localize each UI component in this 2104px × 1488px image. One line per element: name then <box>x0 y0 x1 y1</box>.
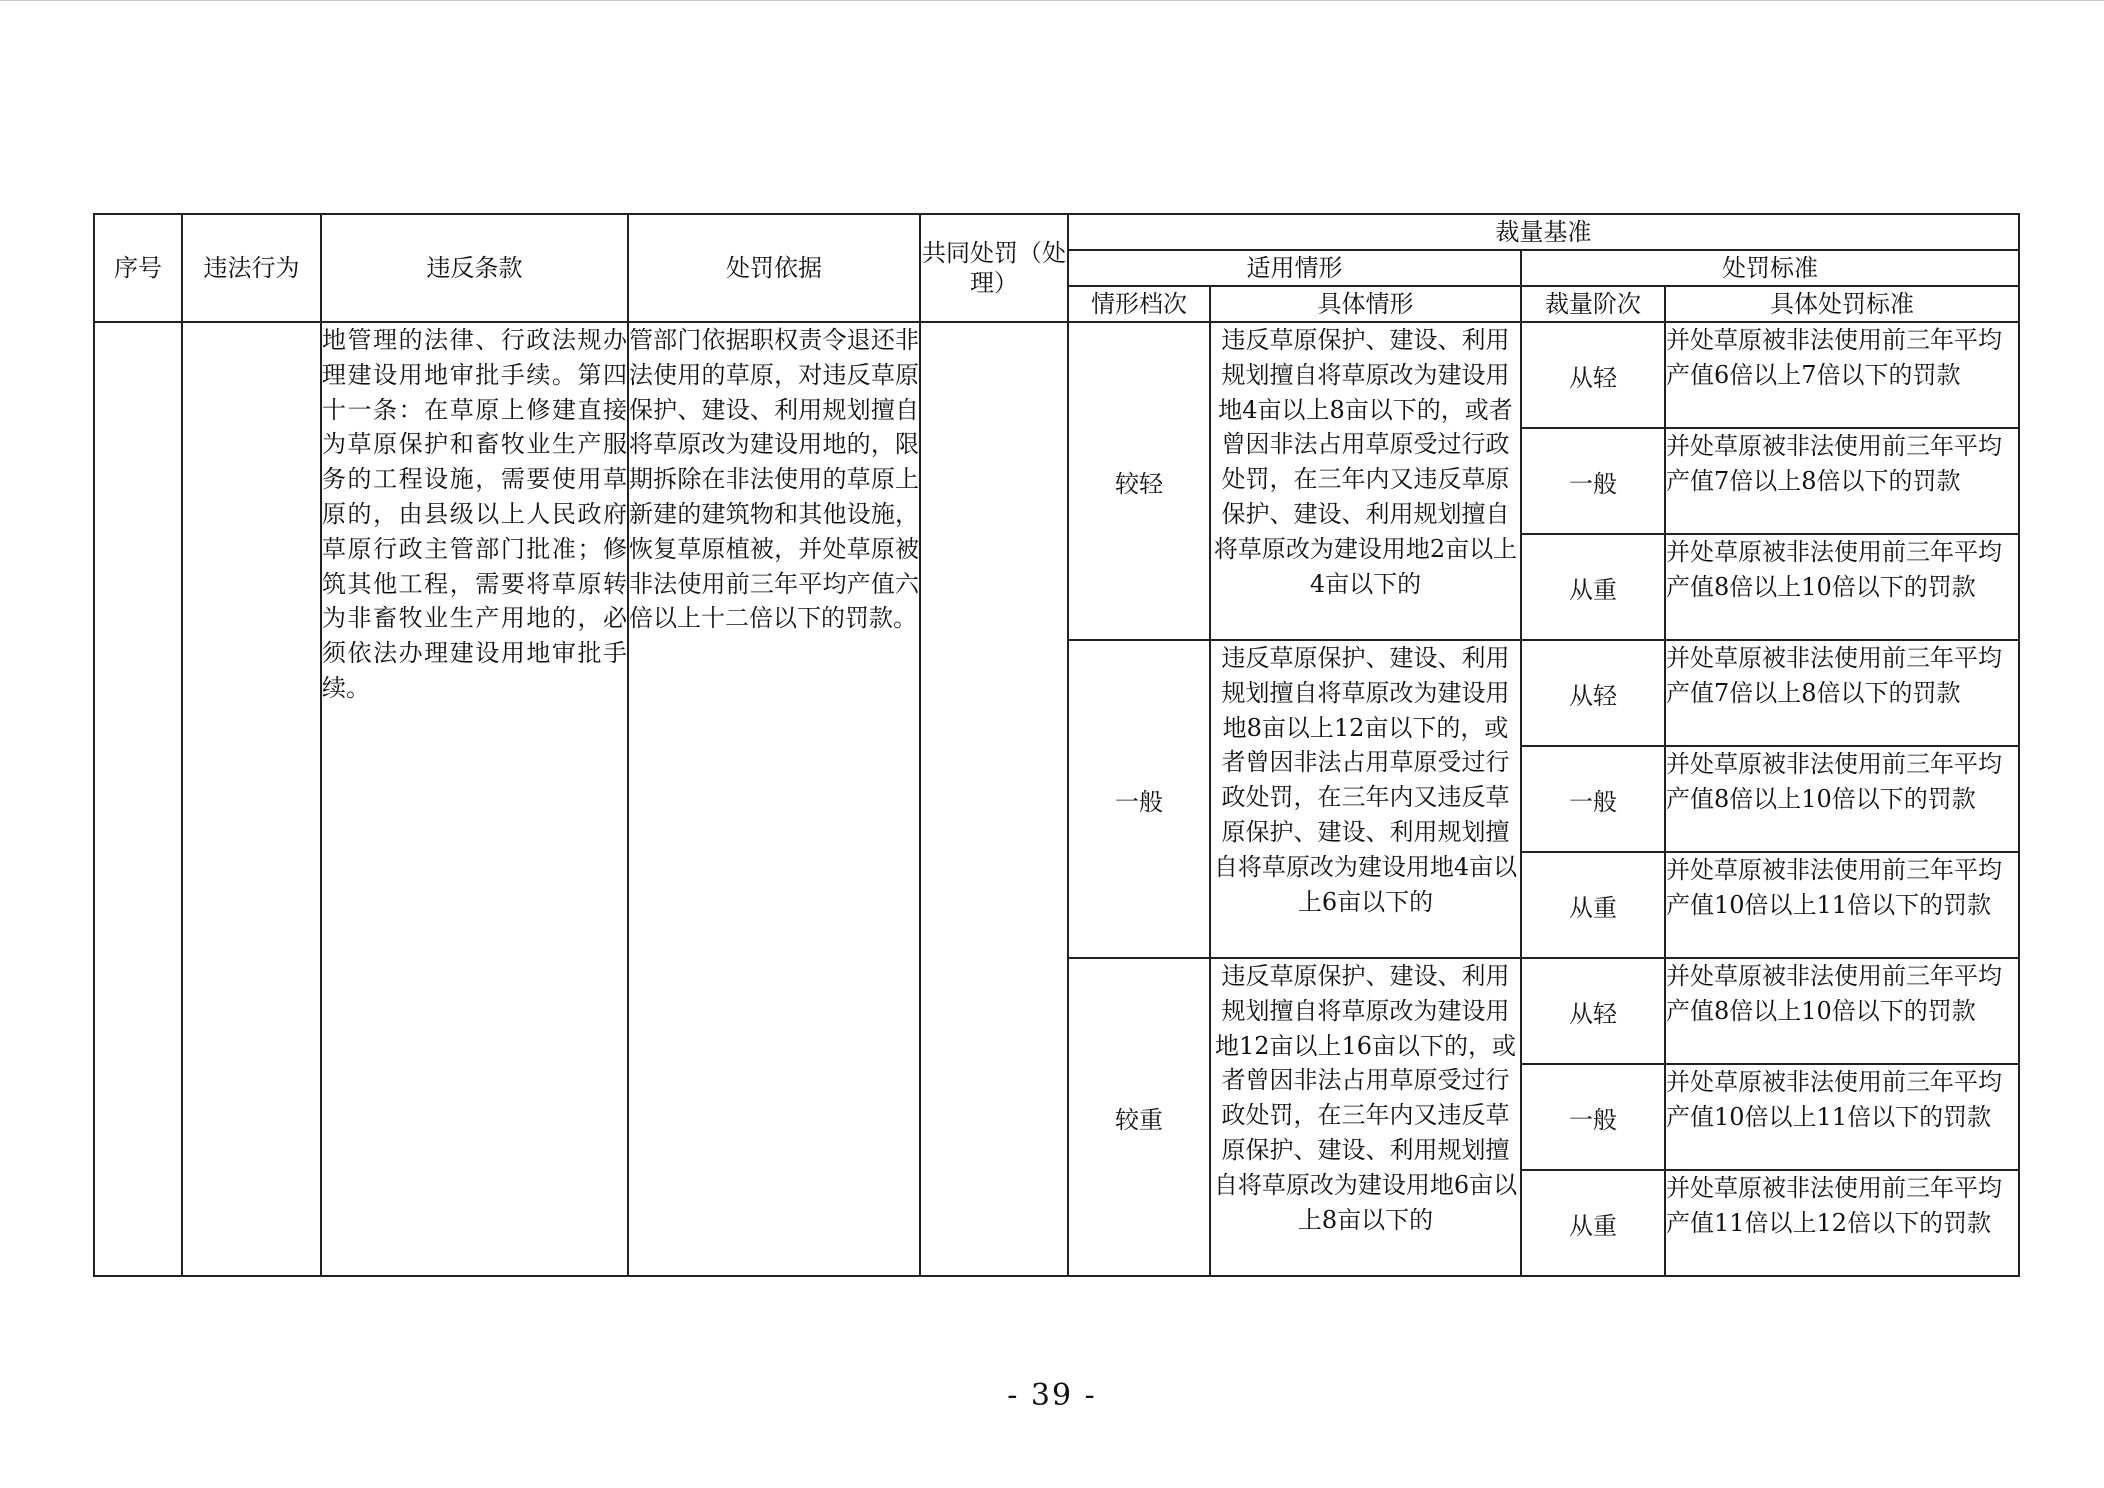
cell-situation: 违反草原保护、建设、利用规划擅自将草原改为建设用地12亩以上16亩以下的，或者曾因非法占用草原受过行政处罚，在三年内又违反草原保护、建设、利用规划擅自将草原改为建设用地6亩以上8亩以下的 <box>1210 958 1521 1276</box>
header-clause: 违反条款 <box>321 214 628 322</box>
header-applicable: 适用情形 <box>1068 250 1521 286</box>
cell-stage: 从重 <box>1521 1170 1665 1276</box>
cell-standard: 并处草原被非法使用前三年平均产值8倍以上10倍以下的罚款 <box>1665 958 2019 1064</box>
page-top-rule <box>0 0 2104 1</box>
cell-basis: 管部门依据职权责令退还非法使用的草原，对违反草原保护、建设、利用规划擅自将草原改为建设用地的，限期拆除在非法使用的草原上新建的建筑物和其他设施，恢复草原植被，并处草原被非法使用前三年平均产值六倍以上十二倍以下的罚款。 <box>628 322 920 1276</box>
cell-stage: 从轻 <box>1521 640 1665 746</box>
cell-seq <box>94 322 182 1276</box>
cell-violation <box>182 322 321 1276</box>
cell-level: 较轻 <box>1068 322 1210 640</box>
header-joint: 共同处罚（处理） <box>920 214 1068 322</box>
cell-stage: 一般 <box>1521 746 1665 852</box>
cell-standard: 并处草原被非法使用前三年平均产值8倍以上10倍以下的罚款 <box>1665 746 2019 852</box>
cell-standard: 并处草原被非法使用前三年平均产值7倍以上8倍以下的罚款 <box>1665 640 2019 746</box>
cell-standard: 并处草原被非法使用前三年平均产值10倍以上11倍以下的罚款 <box>1665 1064 2019 1170</box>
cell-situation: 违反草原保护、建设、利用规划擅自将草原改为建设用地8亩以上12亩以下的，或者曾因非法占用草原受过行政处罚，在三年内又违反草原保护、建设、利用规划擅自将草原改为建设用地4亩以上6亩以下的 <box>1210 640 1521 958</box>
cell-joint <box>920 322 1068 1276</box>
header-seq: 序号 <box>94 214 182 322</box>
cell-clause: 地管理的法律、行政法规办理建设用地审批手续。第四十一条：在草原上修建直接为草原保护和畜牧业生产服务的工程设施，需要使用草原的，由县级以上人民政府草原行政主管部门批准；修筑其他工程，需要将草原转为非畜牧业生产用地的，必须依法办理建设用地审批手续。 <box>321 322 628 1276</box>
cell-stage: 一般 <box>1521 1064 1665 1170</box>
header-basis: 处罚依据 <box>628 214 920 322</box>
cell-stage: 从重 <box>1521 852 1665 958</box>
cell-standard: 并处草原被非法使用前三年平均产值11倍以上12倍以下的罚款 <box>1665 1170 2019 1276</box>
cell-stage: 从轻 <box>1521 958 1665 1064</box>
header-level: 情形档次 <box>1068 286 1210 322</box>
cell-stage: 从重 <box>1521 534 1665 640</box>
cell-level: 较重 <box>1068 958 1210 1276</box>
header-stage: 裁量阶次 <box>1521 286 1665 322</box>
cell-standard: 并处草原被非法使用前三年平均产值7倍以上8倍以下的罚款 <box>1665 428 2019 534</box>
cell-level: 一般 <box>1068 640 1210 958</box>
discretion-table <box>93 213 2020 1277</box>
cell-stage: 从轻 <box>1521 322 1665 428</box>
header-detail: 具体处罚标准 <box>1665 286 2019 322</box>
cell-standard: 并处草原被非法使用前三年平均产值10倍以上11倍以下的罚款 <box>1665 852 2019 958</box>
table-row <box>94 322 2019 428</box>
cell-standard: 并处草原被非法使用前三年平均产值6倍以上7倍以下的罚款 <box>1665 322 2019 428</box>
header-violation: 违法行为 <box>182 214 321 322</box>
header-situation: 具体情形 <box>1210 286 1521 322</box>
header-discretion: 裁量基准 <box>1068 214 2019 250</box>
cell-stage: 一般 <box>1521 428 1665 534</box>
cell-situation: 违反草原保护、建设、利用规划擅自将草原改为建设用地4亩以上8亩以下的，或者曾因非法占用草原受过行政处罚，在三年内又违反草原保护、建设、利用规划擅自将草原改为建设用地2亩以上4亩以下的 <box>1210 322 1521 640</box>
page-number: - 39 - <box>1007 1378 1097 1413</box>
cell-standard: 并处草原被非法使用前三年平均产值8倍以上10倍以下的罚款 <box>1665 534 2019 640</box>
header-standard: 处罚标准 <box>1521 250 2019 286</box>
